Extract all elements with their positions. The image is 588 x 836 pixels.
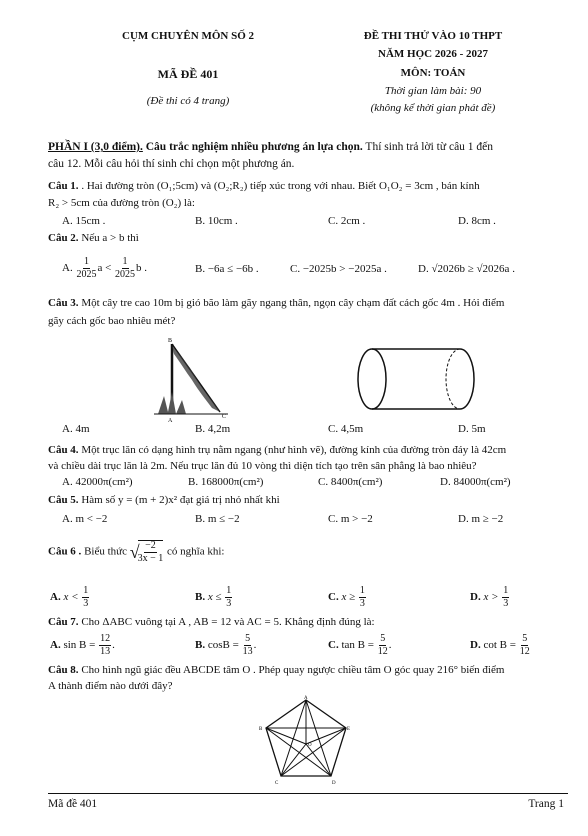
q5-stem — [48, 494, 568, 508]
exam-code: MÃ ĐỀ 401 — [157, 67, 219, 81]
q1-stem — [48, 180, 568, 194]
q6-option-d[interactable]: D. x > $\frac{1}{3}$ — [470, 585, 509, 609]
q4-option-a[interactable]: A. 42000π(cm²) — [62, 476, 133, 488]
sqrt-icon: √ — [129, 541, 140, 562]
q4-stem-2: và chiều dài trục lăn là 2m. Nếu trục lăn đủ 10 vòng thì diện tích tạo trên sân phẳng là bao nhiêu? — [48, 460, 477, 472]
q7-option-b[interactable]: B. cosB = $\frac{5}{13}$ . — [195, 633, 257, 657]
cylinder-figure — [352, 344, 482, 414]
q1-text: . Hai đường tròn (O₁;5cm) và (O₂;R₂) tiếp xúc trong với nhau. Biết O₁O₂ = 3cm , bán kính — [81, 180, 480, 192]
q2-a-post: b . — [136, 262, 148, 275]
q2-stem — [48, 232, 568, 246]
q3-stem — [48, 297, 568, 311]
exam-title: ĐỀ THI THỬ VÀO 10 THPT — [363, 30, 503, 42]
q4-option-c[interactable]: C. 8400π(cm²) — [318, 476, 383, 488]
pentagon-label-d: D — [332, 781, 336, 786]
q6-option-c[interactable]: C. x ≥ $\frac{1}{3}$ — [328, 585, 365, 609]
q3-option-b[interactable]: B. 4,2m — [195, 423, 231, 435]
q1-option-c[interactable]: C. 2cm . — [328, 215, 366, 227]
grass — [158, 392, 186, 414]
q5-option-b[interactable]: B. m ≤ −2 — [195, 513, 240, 525]
q8-text: Cho hình ngũ giác đều ABCDE tâm O . Phép quay ngược chiều tâm O góc quay 216° biến điểm — [78, 664, 505, 676]
q1-option-d[interactable]: D. 8cm . — [458, 215, 496, 227]
q2-option-d[interactable]: D. √2026b ≥ √2026a . — [418, 263, 515, 275]
footer-divider — [48, 793, 568, 794]
pentagon-figure — [258, 694, 354, 786]
time-note: (không kể thời gian phát đề) — [370, 102, 496, 114]
q8-label: Câu 8. — [48, 664, 79, 676]
footer-exam-code: Mã đề 401 — [48, 798, 98, 810]
q5-option-a[interactable]: A. m < −2 — [62, 513, 108, 525]
q1-option-b[interactable]: B. 10cm . — [195, 215, 238, 227]
pentagon-label-c: C — [275, 781, 279, 786]
page-count-note: (Đề thi có 4 trang) — [146, 95, 230, 107]
q4-label: Câu 4. — [48, 444, 79, 456]
q5-option-c[interactable]: C. m > −2 — [328, 513, 373, 525]
q1-option-a[interactable]: A. 15cm . — [62, 215, 106, 227]
fig-label-a: A — [168, 418, 173, 424]
q6-label: Câu 6 . — [48, 545, 82, 558]
q2-text: Nếu a > b thì — [78, 232, 139, 244]
q4-text: Một trục lăn có dạng hình trụ nằm ngang (như hình vẽ), đường kính của đường tròn đáy là 42cm — [78, 444, 507, 456]
part1-instruction-2: câu 12. Mỗi câu hỏi thí sinh chỉ chọn một phương án. — [48, 158, 295, 170]
q1-label: Câu 1. — [48, 180, 82, 192]
pentagon-label-b: B — [259, 727, 263, 732]
q3-stem-2: gãy cách gốc bao nhiêu mét? — [48, 315, 176, 327]
q6-option-a[interactable]: A. x < $\frac{1}{3}$ — [50, 585, 89, 609]
q5-option-d[interactable]: D. m ≥ −2 — [458, 513, 504, 525]
q3-label: Câu 3. — [48, 297, 79, 309]
part1-heading — [48, 140, 568, 154]
pentagon-label-a: A — [304, 696, 308, 701]
q4-stem — [48, 444, 568, 458]
q4-option-d[interactable]: D. 84000π(cm²) — [440, 476, 511, 488]
q7-option-c[interactable]: C. tan B = $\frac{5}{12}$ . — [328, 633, 392, 657]
time-limit: Thời gian làm bài: 90 — [384, 85, 482, 97]
fig-label-c: C — [222, 414, 227, 420]
footer-page-number: Trang 1 — [528, 798, 564, 810]
q6-post: có nghĩa khi: — [164, 545, 225, 558]
fig-label-b: B — [168, 338, 173, 344]
q8-stem-2: A thành điểm nào dưới đây? — [48, 680, 173, 692]
q2-option-a[interactable] — [62, 257, 147, 280]
q6-stem — [48, 540, 568, 564]
q2-option-c[interactable]: C. −2025b > −2025a . — [290, 263, 387, 275]
bamboo-figure — [150, 334, 240, 424]
school-year: NĂM HỌC 2026 - 2027 — [378, 48, 488, 60]
q7-label: Câu 7. — [48, 616, 79, 628]
subject: MÔN: TOÁN — [400, 67, 466, 79]
q6-pre: Biểu thức — [81, 545, 130, 558]
q3-option-a[interactable]: A. 4m — [62, 423, 90, 435]
q3-text: Một cây tre cao 10m bị gió bão làm gãy ngang thân, ngọn cây chạm đất cách gốc 4m . Hỏi điểm — [78, 297, 505, 309]
q5-text: Hàm số y = (m + 2)x² đạt giá trị nhỏ nhất khi — [78, 494, 280, 506]
q2-a-prefix: A. — [62, 262, 73, 275]
q2-a-mid: a < — [97, 262, 112, 275]
school-cluster: CỤM CHUYÊN MÔN SỐ 2 — [122, 30, 254, 42]
q3-option-c[interactable]: C. 4,5m — [328, 423, 364, 435]
q2-option-b[interactable]: B. −6a ≤ −6b . — [195, 263, 259, 275]
q1-stem-2: R₂ > 5cm của đường tròn (O₂) là: — [48, 197, 195, 209]
part1-title: PHẦN I (3,0 điểm). — [48, 141, 143, 153]
q2-a-fraction-1: $\frac{1}{2025}$ — [76, 256, 97, 280]
q5-label: Câu 5. — [48, 494, 79, 506]
pentagon-label-o: O — [308, 743, 312, 748]
q4-option-b[interactable]: B. 168000π(cm²) — [188, 476, 264, 488]
part1-title-rest: Câu trắc nghiệm nhiều phương án lựa chọn. — [142, 141, 363, 153]
part1-instruction: Thí sinh trả lời từ câu 1 đến — [362, 141, 494, 153]
q3-option-d[interactable]: D. 5m — [458, 423, 486, 435]
q2-a-fraction-2: $\frac{1}{2025}$ — [115, 256, 136, 280]
q2-label: Câu 2. — [48, 232, 79, 244]
q6-option-b[interactable]: B. x ≤ $\frac{1}{3}$ — [195, 585, 232, 609]
q7-option-d[interactable]: D. cot B = $\frac{5}{12}$ — [470, 633, 530, 657]
q7-option-a[interactable]: A. sin B = $\frac{12}{13}$ . — [50, 633, 115, 657]
q6-fraction: $\frac{-2}{3x - 1}$ — [137, 540, 164, 564]
q7-stem — [48, 616, 568, 630]
bamboo-leaves — [172, 346, 220, 412]
q8-stem — [48, 664, 568, 678]
pentagon-label-e: E — [347, 727, 351, 732]
q7-text: Cho ΔABC vuông tại A , AB = 12 và AC = 5. Khẳng định đúng là: — [78, 616, 375, 628]
